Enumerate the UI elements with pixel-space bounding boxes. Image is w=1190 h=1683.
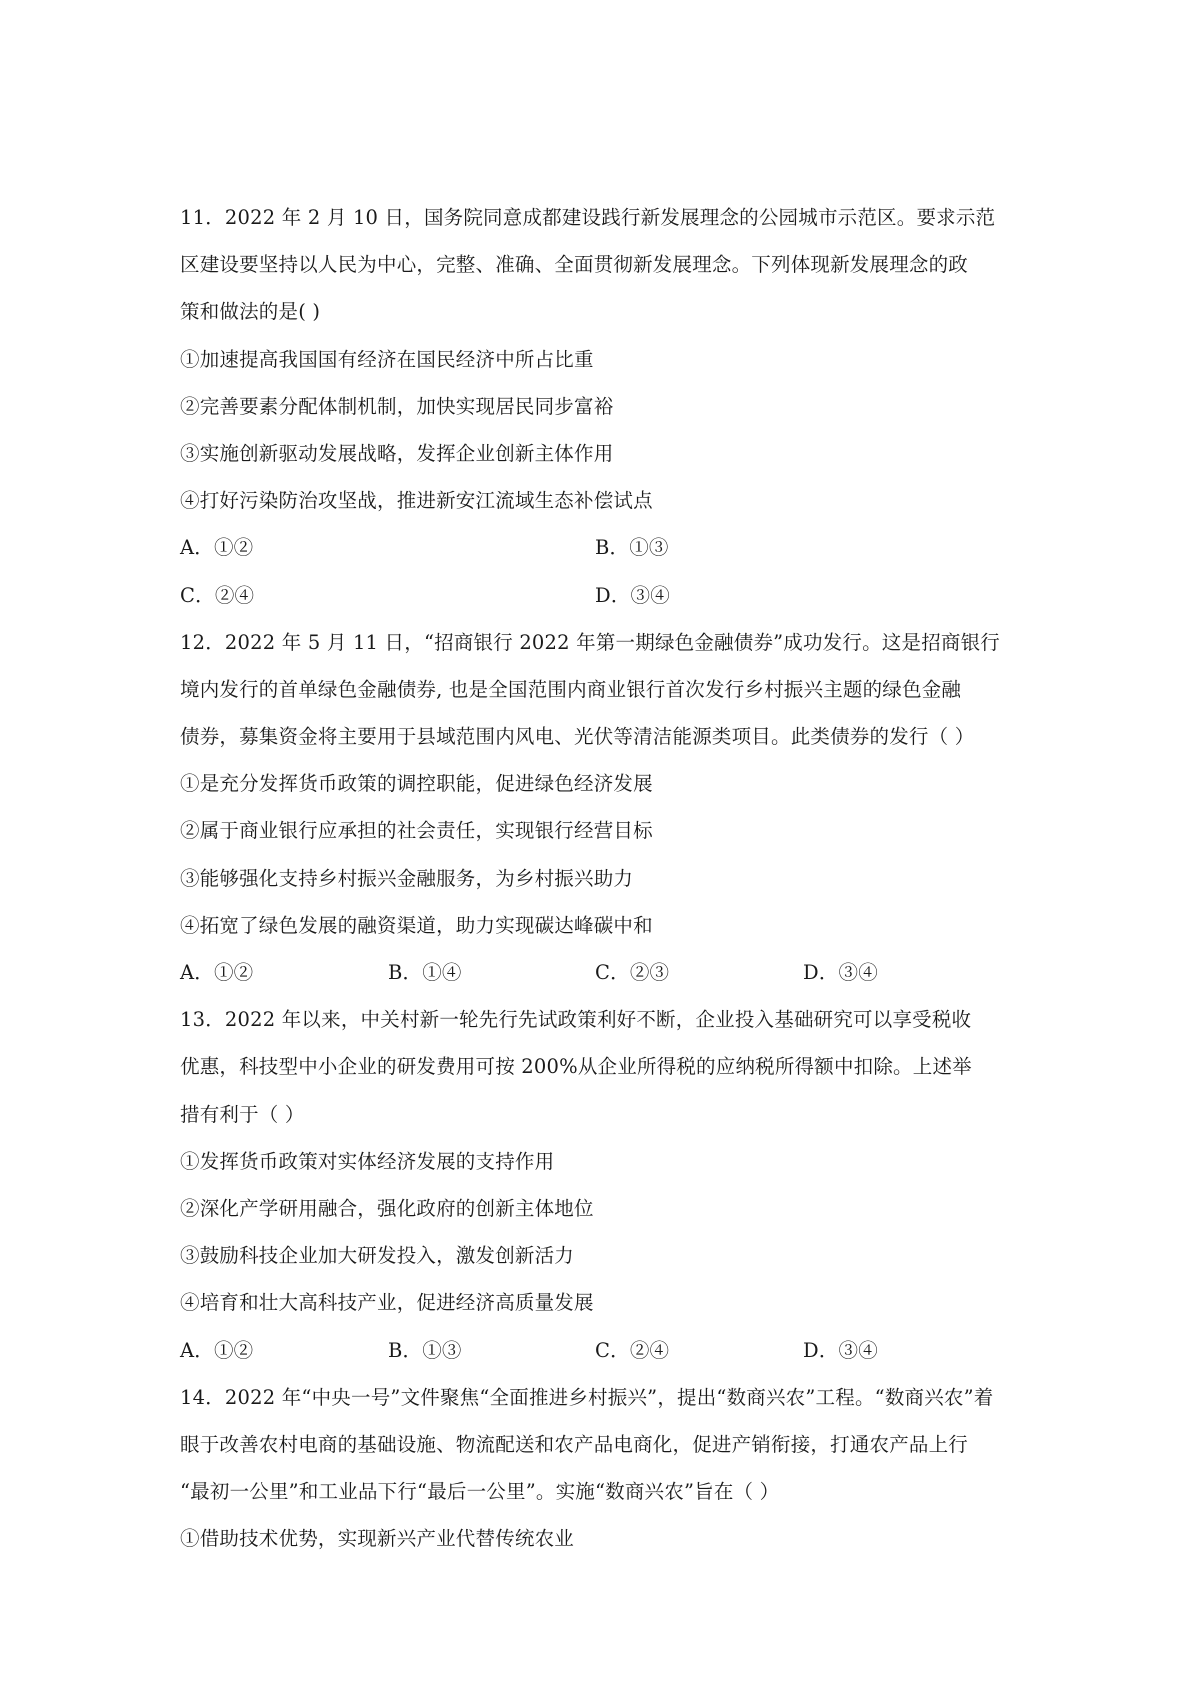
options-row [180, 1327, 1020, 1374]
question-11 [180, 194, 1020, 619]
statement: ②深化产学研用融合，强化政府的创新主体地位 [180, 1196, 594, 1220]
question-stem-line: 境内发行的首单绿色金融债券, 也是全国范围内商业银行首次发行乡村振兴主题的绿色金融 [180, 677, 962, 701]
page-content [180, 194, 1020, 1562]
question-stem-line: 眼于改善农村电商的基础设施、物流配送和农产品电商化，促进产销衔接，打通农产品上行 [180, 1432, 969, 1456]
statement: ②完善要素分配体制机制，加快实现居民同步富裕 [180, 394, 614, 418]
option-d: D．③④ [595, 583, 670, 607]
statement: ③鼓励科技企业加大研发投入，激发创新活力 [180, 1244, 575, 1268]
option-a: A．①② [180, 1338, 254, 1362]
option-b: B．①③ [595, 536, 669, 560]
option-d: D．③④ [803, 1338, 878, 1362]
question-stem-line: 措有利于（ ） [180, 1102, 305, 1126]
question-stem-line: 11．2022 年 2 月 10 日，国务院同意成都建设践行新发展理念的公园城市示范区。要求示范 [180, 206, 996, 229]
statement: ②属于商业银行应承担的社会责任，实现银行经营目标 [180, 819, 653, 843]
option-c: C．②③ [595, 961, 670, 984]
statement: ①发挥货币政策对实体经济发展的支持作用 [180, 1149, 555, 1173]
question-stem-line: 策和做法的是( ) [180, 300, 321, 324]
question-stem-line: 14．2022 年“中央一号”文件聚焦“全面推进乡村振兴”，提出“数商兴农”工程。“数商兴农”着 [180, 1385, 994, 1409]
question-14 [180, 1374, 1020, 1563]
statement: ③能够强化支持乡村振兴金融服务，为乡村振兴助力 [180, 866, 634, 890]
question-stem-line: 区建设要坚持以人民为中心，完整、准确、全面贯彻新发展理念。下列体现新发展理念的政 [180, 253, 969, 277]
option-c: C．②④ [180, 583, 255, 607]
option-a: A．①② [180, 536, 254, 560]
question-stem-line: 13．2022 年以来，中关村新一轮先行先试政策利好不断，企业投入基础研究可以享受税收 [180, 1008, 972, 1032]
options-row [180, 949, 1020, 996]
statement: ①借助技术优势，实现新兴产业代替传统农业 [180, 1527, 575, 1551]
option-c: C．②④ [595, 1338, 670, 1362]
option-b: B．①④ [388, 961, 462, 984]
question-13 [180, 996, 1020, 1374]
options-row [180, 572, 1020, 619]
statement: ①是充分发挥货币政策的调控职能，促进绿色经济发展 [180, 772, 653, 796]
option-a: A．①② [180, 961, 254, 984]
question-12 [180, 619, 1020, 997]
statement: ④培育和壮大高科技产业，促进经济高质量发展 [180, 1291, 594, 1315]
statement: ③实施创新驱动发展战略，发挥企业创新主体作用 [180, 441, 614, 465]
question-stem-line: “最初一公里”和工业品下行“最后一公里”。实施“数商兴农”旨在（ ） [180, 1480, 780, 1504]
option-d: D．③④ [803, 961, 878, 984]
options-row [180, 524, 1020, 571]
question-stem-line: 12．2022 年 5 月 11 日，“招商银行 2022 年第一期绿色金融债券”成功发行。这是招商银行 [180, 630, 1001, 654]
statement: ④拓宽了绿色发展的融资渠道，助力实现碳达峰碳中和 [180, 913, 653, 937]
option-b: B．①③ [388, 1338, 462, 1362]
question-stem-line: 债券，募集资金将主要用于县域范围内风电、光伏等清洁能源类项目。此类债券的发行（ ） [180, 725, 975, 749]
statement: ④打好污染防治攻坚战，推进新安江流域生态补偿试点 [180, 489, 653, 513]
statement: ①加速提高我国国有经济在国民经济中所占比重 [180, 347, 594, 371]
question-stem-line: 优惠，科技型中小企业的研发费用可按 200%从企业所得税的应纳税所得额中扣除。上述举 [180, 1055, 972, 1079]
